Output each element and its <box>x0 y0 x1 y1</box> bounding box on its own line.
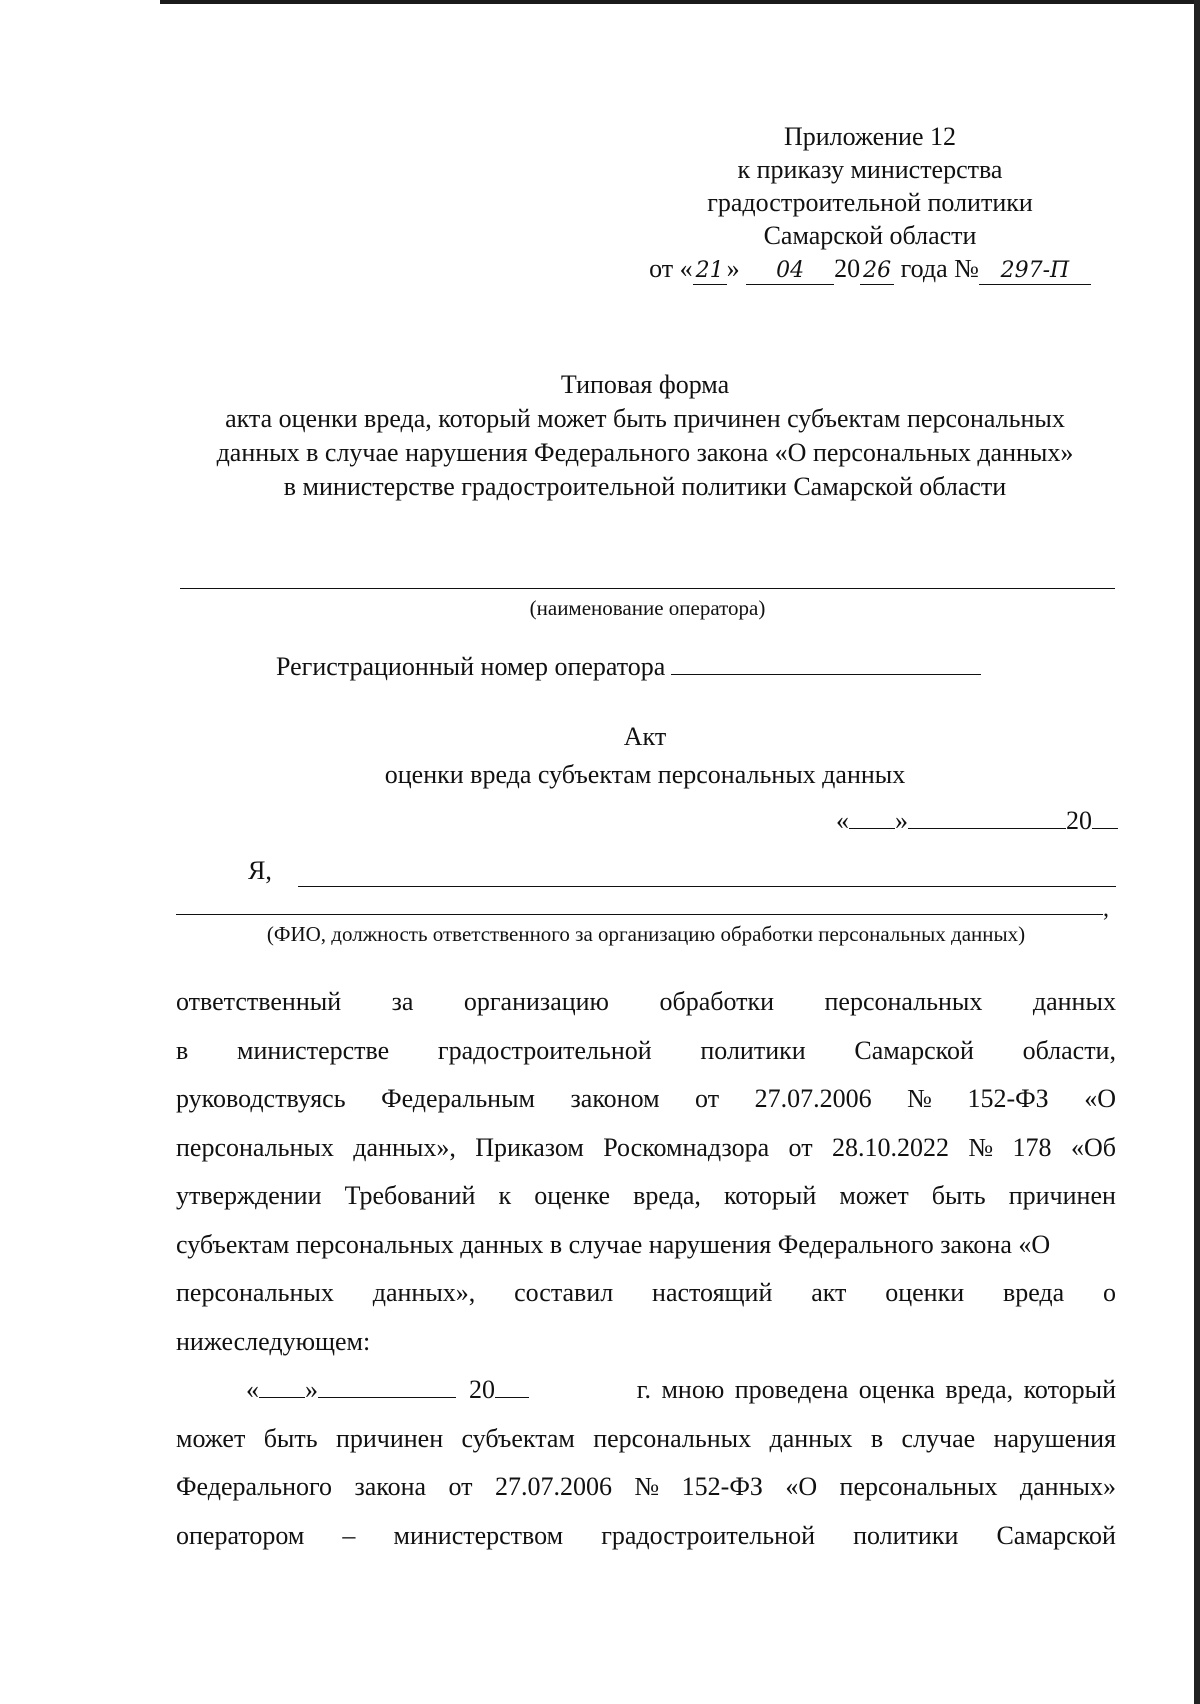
body-line <box>176 1415 1116 1464</box>
body-word: нарушения <box>993 1423 1116 1453</box>
act-date-close: » <box>895 806 908 835</box>
body-word: «Об <box>1070 1132 1116 1162</box>
body-word: может <box>176 1423 246 1453</box>
body-word: 152-ФЗ <box>967 1084 1049 1113</box>
act-title <box>160 718 1130 794</box>
p2-day-blank <box>259 1377 305 1398</box>
body-word: закона <box>354 1472 427 1501</box>
body-word: градостроительной <box>437 1035 652 1065</box>
title-line-1: Типовая форма <box>560 370 730 399</box>
fio-blank-2 <box>176 914 1103 915</box>
appendix-line-1: Приложение 12 <box>783 122 957 151</box>
registration-number-blank <box>671 652 981 675</box>
body-line <box>176 1463 1116 1512</box>
day-handwritten: 21 <box>693 258 727 285</box>
date-mid: » <box>726 254 740 283</box>
body-word: оценке <box>534 1181 611 1210</box>
fio-caption: (ФИО, должность ответственного за организацию обработки персональных данных) <box>266 922 1026 946</box>
act-day-blank <box>849 808 895 829</box>
p2-date-close: » <box>305 1375 318 1404</box>
body-word: «О <box>785 1472 818 1501</box>
body-word: персональных <box>839 1472 998 1501</box>
body-word: утверждении <box>176 1181 322 1210</box>
body-word: законом <box>570 1084 660 1113</box>
body-word: вреда, <box>633 1181 701 1210</box>
body-word: политики <box>853 1520 959 1550</box>
appendix-header <box>600 120 1140 285</box>
body-word: Приказом <box>475 1132 584 1162</box>
scan-edge-right <box>1194 0 1200 1704</box>
number-prefix: года № <box>900 254 979 283</box>
body-line <box>176 1124 1116 1173</box>
body-word: персональных <box>176 1132 334 1162</box>
body-word: причинен <box>1008 1181 1116 1210</box>
body-word: в <box>870 1423 884 1453</box>
act-title-line-2: оценки вреда субъектам персональных данных <box>384 760 906 789</box>
body-word: настоящий <box>652 1278 773 1307</box>
registration-number-row <box>276 652 981 682</box>
p2-month-blank <box>318 1377 456 1398</box>
act-month-blank <box>908 808 1066 829</box>
body-word: ответственный <box>176 987 342 1016</box>
body-word: министерстве <box>236 1035 390 1065</box>
body-word: оценки <box>885 1278 965 1307</box>
body-word: министерством <box>393 1520 564 1550</box>
act-title-line-1: Акт <box>623 722 667 751</box>
body-word: данных», <box>353 1132 456 1162</box>
body-word: Требований <box>344 1181 476 1210</box>
body-word: причинен <box>335 1423 444 1453</box>
body-word: случае <box>901 1423 976 1453</box>
body-line: нижеследующем: <box>176 1326 371 1356</box>
body-word: быть <box>931 1181 986 1210</box>
body-word: 152-ФЗ <box>681 1472 763 1501</box>
act-year-blank <box>1092 808 1118 829</box>
body-word: от <box>695 1084 720 1113</box>
fio-blank-1 <box>298 886 1116 887</box>
operator-name-blank <box>180 588 1115 589</box>
body-word: который <box>723 1181 817 1210</box>
body-word: от <box>788 1132 813 1162</box>
act-date-year: 20 <box>1066 806 1092 835</box>
p2-date-open: « <box>246 1375 259 1404</box>
body-word: данных» <box>1019 1472 1116 1501</box>
body-line <box>176 1075 1116 1124</box>
month-handwritten: 04 <box>746 258 834 285</box>
body-word: 178 <box>1012 1132 1052 1162</box>
body-word: составил <box>514 1278 614 1307</box>
year-handwritten: 26 <box>860 258 894 285</box>
p2-line1-rest: г. мною проведена оценка вреда, который <box>636 1375 1116 1404</box>
body-line <box>176 1269 1116 1318</box>
body-word: обработки <box>659 987 775 1016</box>
body-line <box>176 1027 1116 1076</box>
p2-year-blank <box>495 1377 529 1398</box>
body-word: данных», <box>372 1278 476 1307</box>
body-word: к <box>498 1181 512 1210</box>
number-handwritten: 297-П <box>979 258 1091 285</box>
body-word: субъектам <box>461 1423 575 1453</box>
body-word: Самарской <box>996 1520 1116 1550</box>
fio-comma: , <box>1103 896 1109 922</box>
body-word: персональных <box>824 987 983 1016</box>
body-word: 27.07.2006 <box>494 1472 612 1501</box>
date-prefix: от « <box>649 254 693 283</box>
p2-year: 20 <box>469 1375 495 1404</box>
body-line <box>176 1172 1116 1221</box>
body-word: организацию <box>463 987 609 1016</box>
body-word: оператором <box>176 1520 305 1550</box>
body-word: за <box>391 987 414 1016</box>
appendix-line-3: градостроительной политики <box>707 188 1033 217</box>
body-word: градостроительной <box>601 1520 815 1550</box>
appendix-date-line <box>600 252 1140 285</box>
p2-date-group <box>246 1366 529 1415</box>
body-word: данных <box>769 1423 853 1453</box>
body-word: Самарской <box>854 1035 974 1065</box>
body-word: персональных <box>593 1423 752 1453</box>
body-word: Федерального <box>176 1472 333 1501</box>
body-line <box>176 1512 1116 1561</box>
body-word: политики <box>700 1035 806 1065</box>
registration-number-label: Регистрационный номер оператора <box>276 652 666 681</box>
body-word: 28.10.2022 <box>831 1132 949 1162</box>
title-line-4: в министерстве градостроительной политики Самарской области <box>283 472 1007 501</box>
body-word: быть <box>263 1423 318 1453</box>
document-title <box>160 368 1130 504</box>
body-word: Роскомнадзора <box>603 1132 770 1162</box>
body-word: о <box>1103 1278 1116 1307</box>
scan-edge-top <box>160 0 1200 4</box>
act-date-open: « <box>836 806 849 835</box>
body-word: № <box>968 1132 994 1162</box>
body-word: в <box>176 1035 189 1065</box>
title-line-3: данных в случае нарушения Федерального закона «О персональных данных» <box>216 438 1074 467</box>
appendix-line-2: к приказу министерства <box>737 155 1003 184</box>
appendix-line-4: Самарской области <box>763 221 977 250</box>
body-word: – <box>342 1520 356 1550</box>
body-word: вреда <box>1002 1278 1065 1307</box>
body-word: области, <box>1022 1035 1116 1065</box>
operator-caption: (наименование оператора) <box>529 596 766 620</box>
body-word: Федеральным <box>381 1084 536 1113</box>
body-word: № <box>907 1084 932 1113</box>
body-word: данных <box>1032 987 1116 1016</box>
body-line-date <box>176 1366 1116 1415</box>
act-date <box>836 806 1118 836</box>
body-text <box>176 978 1116 1560</box>
body-word: от <box>448 1472 473 1501</box>
body-word: акт <box>811 1278 847 1307</box>
body-word: «О <box>1084 1084 1116 1113</box>
body-word: № <box>634 1472 660 1501</box>
ya-label: Я, <box>248 856 272 885</box>
title-line-2: акта оценки вреда, который может быть причинен субъектам персональных <box>225 404 1065 433</box>
year-prefix: 20 <box>834 254 861 283</box>
body-word: 27.07.2006 <box>754 1084 872 1113</box>
body-word: руководствуясь <box>176 1084 346 1113</box>
body-word: персональных <box>176 1278 334 1307</box>
body-line <box>176 978 1116 1027</box>
body-word: может <box>839 1181 909 1210</box>
body-line: субъектам персональных данных в случае нарушения Федерального закона «О <box>176 1229 1051 1259</box>
